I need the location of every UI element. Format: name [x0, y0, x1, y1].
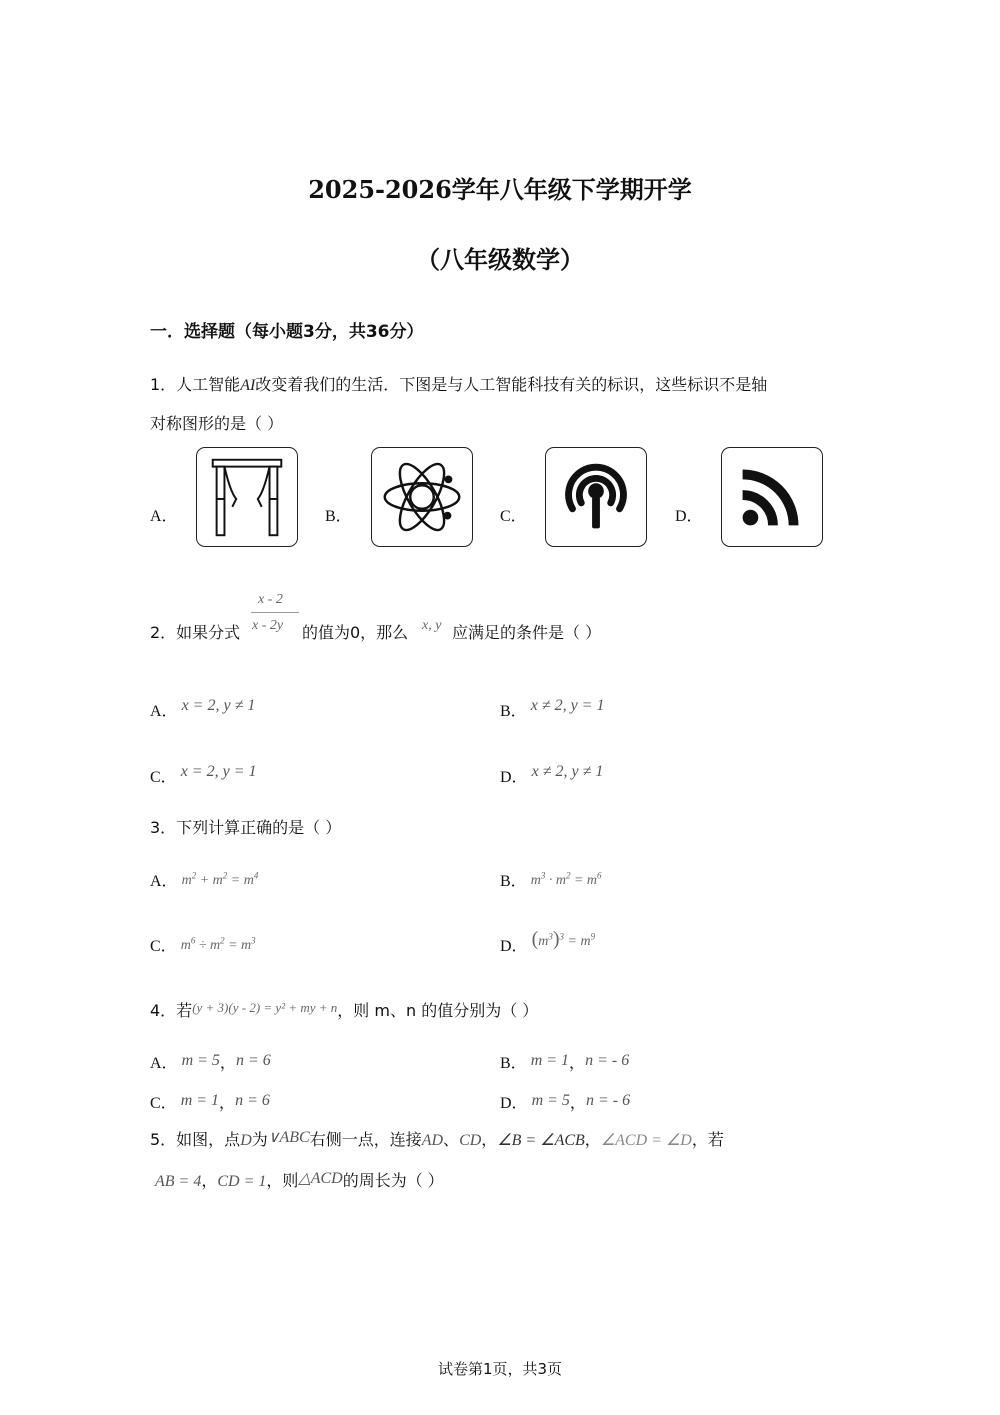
q5-ab: AB = 4 — [155, 1173, 202, 1190]
q2-post: 应满足的条件是（ ） — [452, 623, 602, 642]
q4-a-label: A． — [150, 1055, 178, 1072]
q1-option-b-label: B． — [325, 508, 352, 525]
question-4 — [150, 998, 538, 1021]
question-1-line-2: 对称图形的是（ ） — [150, 414, 284, 433]
q2-option-b[interactable] — [500, 698, 604, 721]
q4-a-m: m = 5 — [181, 1052, 220, 1069]
q5-sep: 、 — [443, 1130, 460, 1149]
q2-numerator: x - 2 — [258, 592, 283, 607]
gate-icon[interactable] — [196, 447, 298, 547]
page-footer: 试卷第1页，共3页 — [437, 1360, 563, 1378]
q3-c-expr: $m^6 \div m^2 = m^3$ — [180, 935, 256, 953]
q2-d-label: D． — [500, 769, 528, 786]
q4-d-m: m = 5 — [531, 1092, 570, 1109]
q3-option-a[interactable] — [150, 868, 258, 891]
q5-t5: ， — [584, 1130, 601, 1149]
q5-d: D — [240, 1132, 252, 1149]
q4-d-n: n = - 6 — [585, 1092, 631, 1109]
q4-option-b[interactable]: B． m = 1，n = - 6 — [500, 1052, 630, 1072]
q2-b-label: B． — [500, 703, 527, 720]
q3-a-label: A． — [150, 873, 178, 890]
q2-pre: 2．如果分式 — [150, 623, 241, 642]
q5-t8: ，则 — [266, 1171, 299, 1190]
q3-a-expr: $m^2 + m^2 = m^4$ — [181, 870, 259, 888]
q2-option-a[interactable] — [150, 698, 255, 721]
q2-b-expr: x ≠ 2, y = 1 — [530, 697, 605, 714]
rss-icon[interactable] — [721, 447, 823, 547]
question-5-line-2 — [155, 1168, 444, 1191]
signal-icon[interactable] — [545, 447, 647, 547]
atom-icon[interactable] — [371, 447, 473, 547]
question-5-line-1 — [150, 1127, 724, 1150]
q3-stem: 3．下列计算正确的是（ ） — [150, 818, 342, 837]
q5-ad: AD — [421, 1132, 444, 1149]
q4-a-n: n = 6 — [235, 1052, 271, 1069]
q2-d-expr: x ≠ 2, y ≠ 1 — [531, 763, 604, 780]
q2-c-label: C． — [150, 769, 177, 786]
q3-b-expr: $m^3 \cdot m^2 = m^6$ — [530, 870, 602, 888]
q5-ang-acd: ∠ACD = ∠D — [600, 1132, 692, 1149]
q2-a-label: A． — [150, 703, 178, 720]
q1-ai: AI — [240, 377, 256, 394]
q4-c-label: C． — [150, 1095, 177, 1112]
q2-a-expr: x = 2, y ≠ 1 — [181, 697, 256, 714]
page-title: 2025-2026学年八年级下学期开学 — [308, 175, 692, 204]
q4-b-label: B． — [500, 1055, 527, 1072]
q1-text-pre: 1．人工智能 — [150, 375, 241, 394]
q1-text-post: 改变着我们的生活．下图是与人工智能科技有关的标识，这些标识不是轴 — [255, 375, 768, 394]
q5-t6: ，若 — [691, 1130, 724, 1149]
q4-option-c[interactable]: C． m = 1，n = 6 — [150, 1092, 270, 1112]
q3-option-d[interactable] — [500, 928, 596, 957]
q4-b-n: n = - 6 — [585, 1052, 630, 1069]
q2-option-d[interactable] — [500, 764, 603, 787]
q3-c-label: C． — [150, 938, 177, 955]
q4-post: ，则 m、n 的值分别为（ ） — [337, 1001, 539, 1020]
q5-cd: CD — [459, 1132, 482, 1149]
q2-c-expr: x = 2, y = 1 — [180, 763, 257, 780]
q4-expr: (y + 3)(y - 2) = y² + my + n — [192, 1000, 338, 1015]
q4-option-d[interactable]: D． m = 5，n = - 6 — [500, 1092, 631, 1112]
fraction-bar — [251, 612, 299, 613]
q4-option-a[interactable]: A． m = 5，n = 6 — [150, 1052, 271, 1072]
q4-b-m: m = 1 — [530, 1052, 570, 1069]
q5-tri-acd: △ACD — [298, 1170, 343, 1187]
q4-pre: 4．若 — [150, 1001, 193, 1020]
q2-denominator: x - 2y — [252, 618, 284, 633]
q2-option-c[interactable] — [150, 764, 256, 787]
q5-cd1: CD = 1 — [217, 1173, 267, 1190]
q3-d-expr: $(m^3)^3 = m^9$ — [531, 928, 596, 950]
section-heading: 一．选择题（每小题3分，共36分） — [150, 322, 424, 342]
q5-t1: 5．如图，点 — [150, 1130, 241, 1149]
q3-option-b[interactable] — [500, 868, 602, 891]
question-1-line-1 — [150, 372, 767, 395]
q5-t4: ， — [481, 1130, 498, 1149]
q5-ang-b: ∠B = ∠ACB — [497, 1132, 585, 1149]
q3-d-label: D． — [500, 938, 528, 955]
q4-c-n: n = 6 — [235, 1092, 270, 1109]
q5-t9: 的周长为（ ） — [342, 1171, 444, 1190]
q1-option-a-label: A． — [150, 508, 178, 525]
q3-option-c[interactable] — [150, 933, 256, 956]
q2-vars: x, y — [422, 618, 442, 633]
q4-c-m: m = 1 — [180, 1092, 220, 1109]
q5-t7: ， — [201, 1171, 218, 1190]
q1-option-c-label: C． — [500, 508, 527, 525]
q5-t2: 为 — [251, 1130, 268, 1149]
q3-b-label: B． — [500, 873, 527, 890]
q4-d-label: D． — [500, 1095, 528, 1112]
page-subtitle: （八年级数学） — [416, 245, 584, 274]
q2-mid: 的值为0，那么 — [302, 623, 409, 642]
q5-tri: ∨ABC — [267, 1129, 310, 1146]
q5-t3: 右侧一点，连接 — [309, 1130, 422, 1149]
q1-option-d-label: D． — [675, 508, 703, 525]
